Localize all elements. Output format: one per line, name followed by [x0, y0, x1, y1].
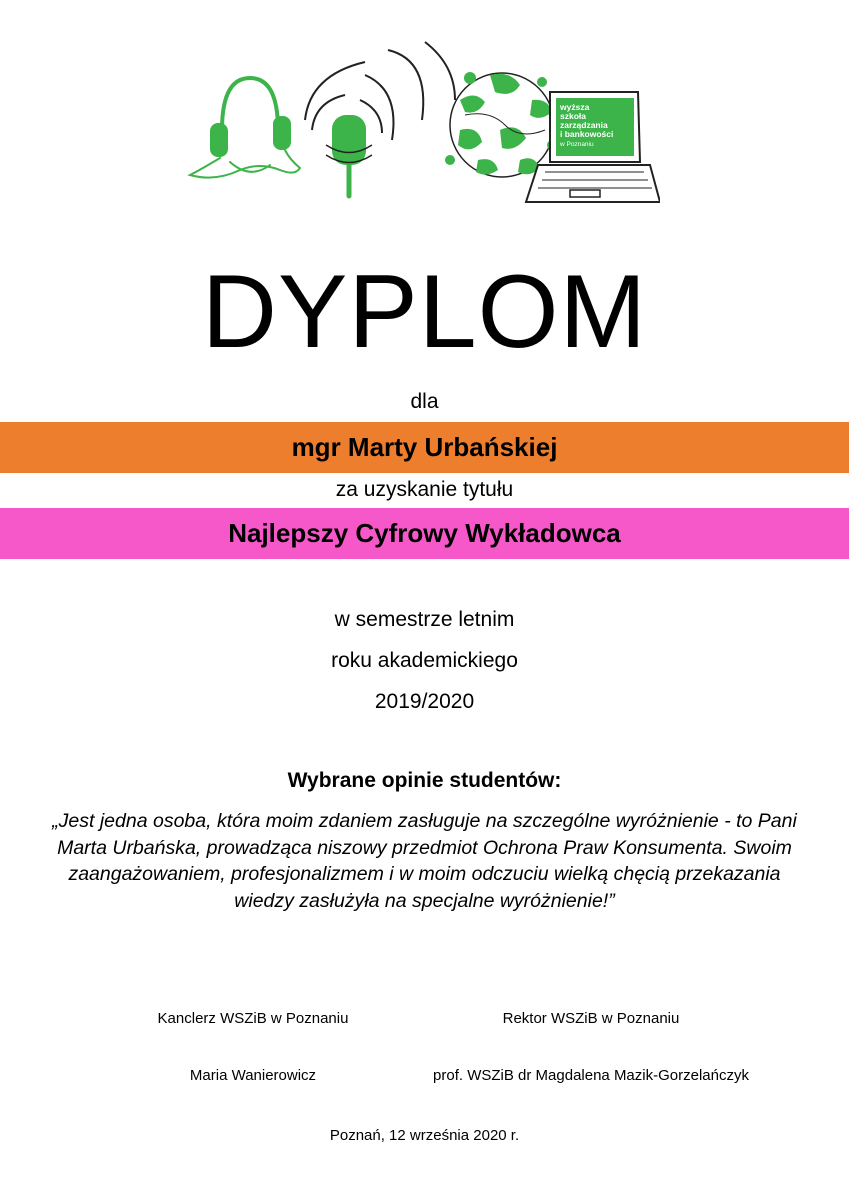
microphone-icon	[305, 42, 455, 196]
globe-icon	[445, 72, 557, 177]
recipient-band	[0, 422, 849, 473]
diploma-title: DYPLOM	[201, 254, 648, 370]
chancellor-name: Maria Wanierowicz	[189, 1067, 317, 1084]
place-date: Poznań, 12 września 2020 r.	[329, 1127, 520, 1144]
award-name: Najlepszy Cyfrowy Wykładowca	[228, 518, 621, 548]
headphones-icon	[190, 78, 300, 178]
award-band	[0, 508, 849, 559]
semester-line: roku akademickiego	[331, 649, 518, 672]
chancellor-title: Kanclerz WSZiB w Poznaniu	[157, 1010, 349, 1027]
logo-line: w Poznaniu	[560, 141, 594, 148]
logo-line: zarządzania	[560, 120, 608, 130]
academic-year: 2019/2020	[374, 690, 475, 713]
title-label: za uzyskanie tytułu	[335, 478, 514, 501]
for-label: dla	[410, 390, 439, 413]
recipient-name: mgr Marty Urbańskiej	[291, 432, 558, 462]
semester-line: w semestrze letnim	[334, 608, 515, 631]
logo-line: szkoła	[560, 111, 586, 121]
rector-title: Rektor WSZiB w Poznaniu	[502, 1010, 680, 1027]
student-quote: „Jest jedna osoba, która moim zdaniem zasługuje na szczególne wyróżnienie - to Pani Marta Urbańska, prowadząca niszowy przedmiot Ochrona Praw Konsumenta. Swoim zaangażowaniem, profesjonalizmem i w moim odczuciu wielką chęcią przekazania wiedzy zasłużyła na specjalne wyróżnienie!”	[52, 810, 797, 912]
logo-line: i bankowości	[560, 129, 614, 139]
header-illustration	[160, 30, 660, 210]
opinions-heading: Wybrane opinie studentów:	[287, 769, 562, 792]
rector-name: prof. WSZiB dr Magdalena Mazik-Gorzelańczyk	[433, 1067, 749, 1084]
logo-line: wyższa	[560, 102, 590, 112]
